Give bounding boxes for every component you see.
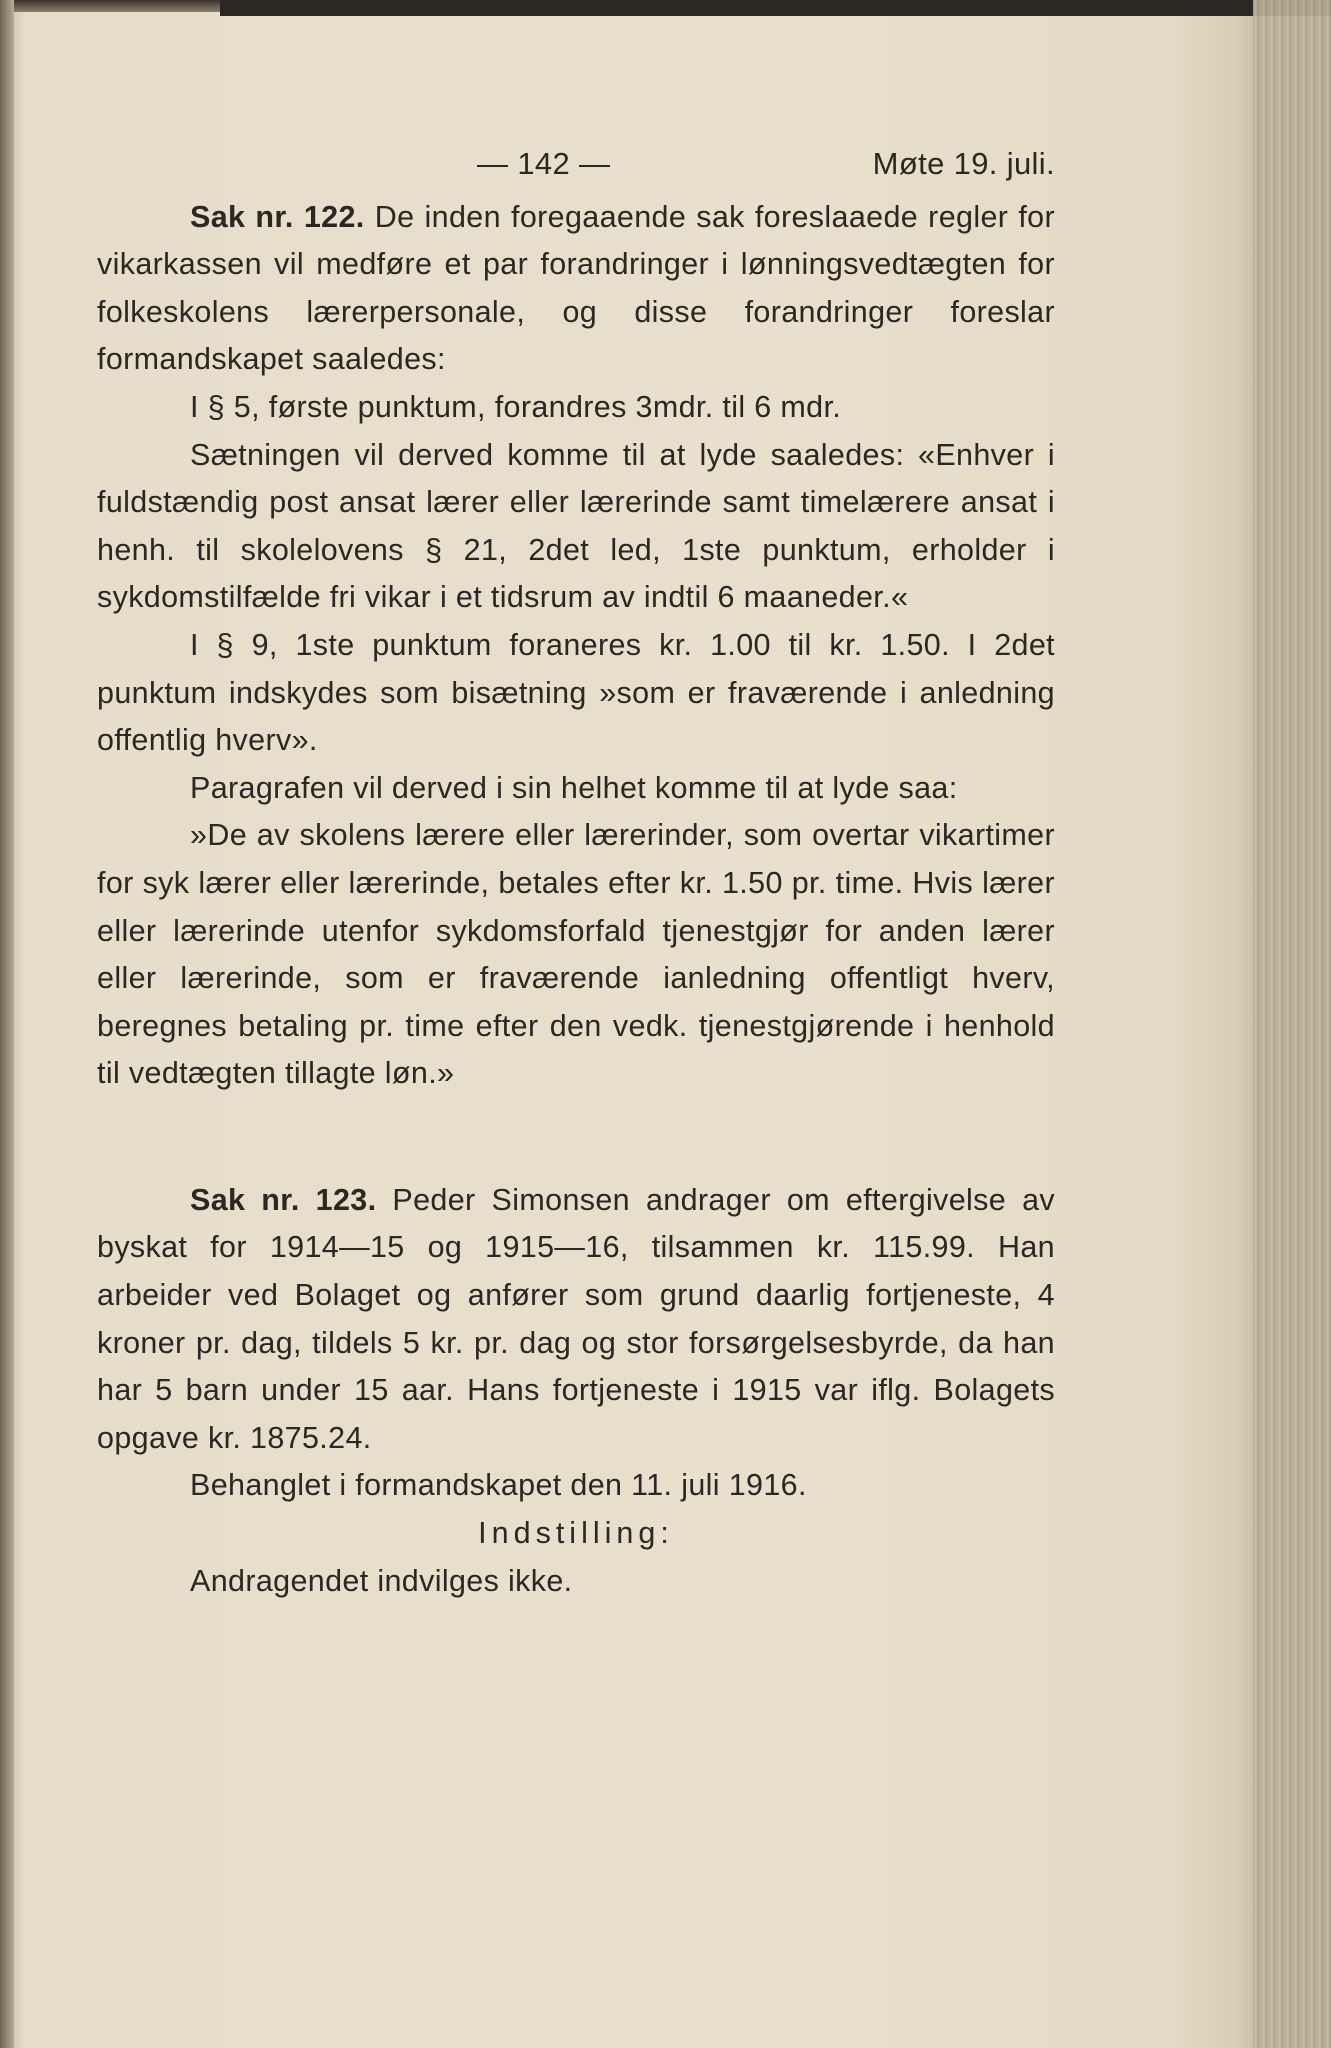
page-left-edge	[0, 0, 14, 2048]
case-123-treated: Behanglet i formandskapet den 11. juli 1916.	[190, 1468, 807, 1503]
case-123-intro-text: Peder Simonsen andrager om eftergivelse av byskat for 1914—15 og 1915—16, tilsammen kr. 115.99. Han arbeider ved Bolaget og anfører som grund daarlig fortjeneste, 4 kroner pr. dag, tildels 5 kr. pr. dag og stor forsørgelsesbyrde, da han har 5 barn under 15 aar. Hans fortjeneste i 1915 var iflg. Bolagets opgave kr. 1875.24.	[97, 1182, 1055, 1455]
case-122-paragraph-2: Sætningen vil derved komme til at lyde saaledes: «Enhver i fuldstændig post ansat lærer eller lærerinde samt timelærere ansat i henh. til skolelovens § 21, 2det led, 1ste punktum, erholder i sykdomstilfælde fri vikar i et tidsrum av indtil 6 maaneder.«	[97, 437, 1055, 615]
case-122-paragraph-4: Paragrafen vil derved i sin helhet komme til at lyde saa:	[190, 770, 958, 805]
case-122-label: Sak nr. 122.	[190, 199, 365, 234]
recommendation-text: Andragendet indvilges ikke.	[190, 1563, 573, 1598]
page-text	[97, 140, 1055, 1605]
scan-background-top	[220, 0, 1331, 16]
section-gap	[97, 1098, 1055, 1177]
running-header	[97, 140, 1055, 188]
running-title: Møte 19. juli.	[872, 146, 1055, 181]
page-number: — 142 —	[477, 146, 611, 181]
case-122-intro-text: De inden foregaaende sak foreslaaede regler for vikarkassen vil medføre et par forandringer i lønningsvedtægten for folkeskolens lærerpersonale, og disse forandringer foreslar formandskapet saaledes:	[97, 199, 1056, 377]
case-123-label: Sak nr. 123.	[190, 1182, 377, 1217]
case-123-intro	[97, 1177, 1055, 1463]
case-122-paragraph-5: »De av skolens lærere eller lærerinder, som overtar vikartimer for syk lærer eller lærerinde, betales efter kr. 1.50 pr. time. Hvis lærer eller lærerinde utenfor sykdomsforfald tjenestgjør for anden lærer eller lærerinde, som er fraværende ianledning offentligt hverv, beregnes betaling pr. time efter den vedk. tjenestgjørende i henhold til vedtægten tillagte løn.»	[97, 818, 1055, 1091]
page-stack-edge	[1253, 0, 1331, 2048]
case-122-intro	[97, 194, 1055, 384]
case-122-paragraph-3: I § 9, 1ste punktum foraneres kr. 1.00 til kr. 1.50. I 2det punktum indskydes som bisætning »som er fraværende i anledning offentlig hverv».	[97, 627, 1055, 758]
recommendation-heading: Indstilling:	[478, 1516, 674, 1551]
case-122-paragraph-1: I § 5, første punktum, forandres 3mdr. til 6 mdr.	[190, 389, 842, 424]
